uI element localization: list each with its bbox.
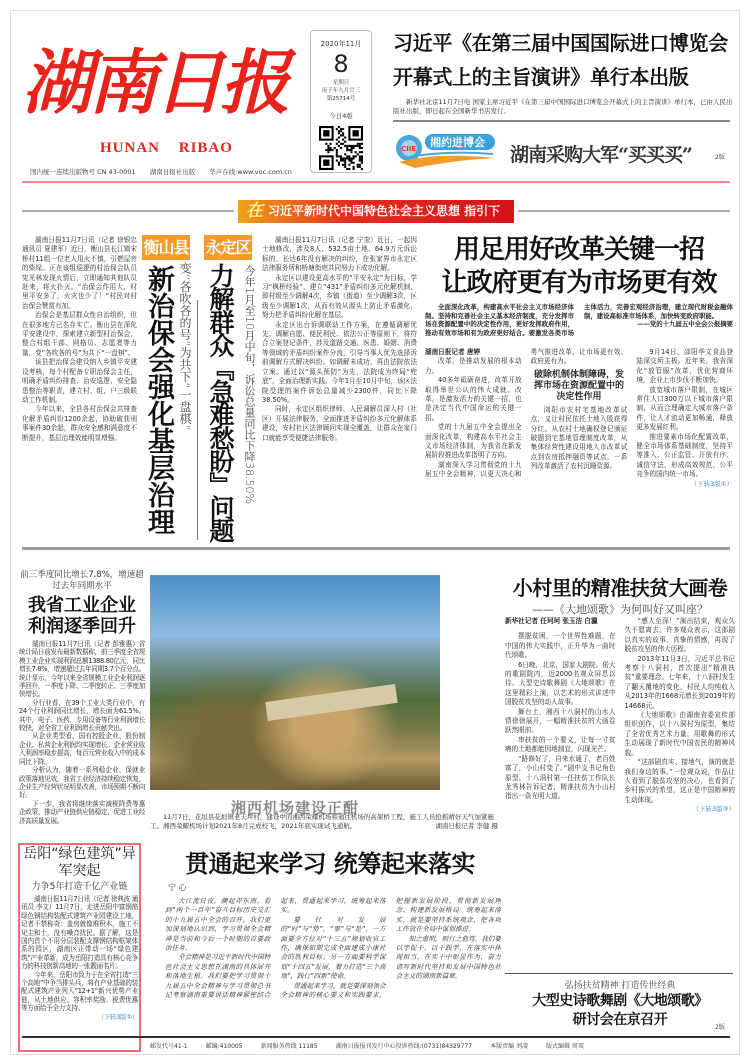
- qr-module: [355, 145, 357, 147]
- yongding-subhead: 今年1月至10月中旬，诉讼总量同比下降38.50%: [243, 265, 256, 504]
- qr-module: [342, 134, 344, 136]
- qr-module: [342, 143, 344, 145]
- paragraph: 湖南日报11月7日讯（记者 彭雅惠）省统计局日前发布最新数据称，前三季度全省规模工业企业实现利润总额1388.80亿元，同比增长7.8%，增速超过去年同期3.7个百分点。统计显示，今年以来全省规模工业企业利润逐季回升，一季度下降、二季度转正、三季度加快增长。: [19, 640, 145, 699]
- paragraph: 该县把治保会建设纳入乡镇平安建设考核，每个村配备专职治保会主任，明确矛盾纠纷排查、治安巡逻、安全隐患整治等职责，建立村、组、户三级联动工作机制。: [22, 358, 137, 404]
- qr-module: [344, 162, 346, 164]
- yongding-tag: 永定区: [204, 235, 252, 260]
- qr-module: [350, 149, 352, 151]
- industry-kicker: 前三季度同比增长7.8%，增速超过去年同期水平: [20, 570, 144, 591]
- paragraph: 6日晚，北京，国家大剧院。偌大的歌剧院内，近2000名观众屏息以待。大型史诗歌舞剧《大地颂歌》在这里精彩上演，以艺术的形式讲述中国脱贫攻坚的动人故事。: [505, 660, 616, 707]
- banner-rule-left: [22, 210, 234, 212]
- qr-module: [340, 147, 342, 149]
- qr-module: [329, 147, 331, 149]
- paragraph: 分析认为，随着一系列稳企业、保就业政策落地见效，我省工业经济持续稳定恢复，企业生产经营状况明显改善，市场预期不断向好。: [19, 766, 145, 800]
- qr-code-icon[interactable]: [319, 126, 363, 170]
- paragraph: 分行业看，在39个工业大类行业中，有24个行业利润同比增长，增长面为61.5%。其中，电子、医药、专用设备等行业利润增长较快，对全省工业利润增长贡献突出。: [19, 698, 145, 733]
- qr-module: [357, 166, 359, 168]
- photo-title: 湘西机场建设正酣: [230, 799, 359, 817]
- qr-module: [353, 155, 355, 157]
- paragraph: 湖南日报11月7日讯（记者 徐银忠 通讯员 夏建军）近日，衡山县长江镇宋桥村11组一位老人用火不慎，引燃屋旁的柴垛。正在该组巡逻的村治保会队员宪光林发现火情后，立即通知其他队员赶来，将火扑灭。“治保会作用大，村里平安多了，火灾也少了！”村民对村治保会赞赏有加。: [22, 236, 137, 310]
- photo-caption: [150, 813, 498, 831]
- qr-module: [350, 162, 352, 164]
- runway: [265, 684, 397, 721]
- qr-module: [340, 157, 342, 159]
- issue-number: 第25714号: [326, 96, 356, 102]
- website[interactable]: 华声在线:www.voc.com.cn: [209, 168, 292, 176]
- qr-module: [344, 153, 346, 155]
- qr-module: [336, 149, 338, 151]
- qr-module: [336, 143, 338, 145]
- qr-module: [346, 147, 348, 149]
- qr-module: [346, 155, 348, 157]
- banner-mark: 在: [246, 201, 263, 221]
- qr-module: [344, 157, 346, 159]
- divider: [197, 300, 198, 540]
- qr-module: [348, 149, 350, 151]
- qr-module: [336, 139, 338, 141]
- masthead-rule: [22, 181, 730, 183]
- airport-construction-photo[interactable]: [150, 575, 440, 790]
- yueyang-headline[interactable]: 岳阳“绿色建筑”异军突起: [23, 846, 136, 879]
- qr-module: [342, 128, 344, 130]
- lunar-date: 庚子年九月廿三: [321, 88, 361, 94]
- opera-headline-line1: 大型史诗歌舞剧《大地颂歌》: [532, 993, 708, 1009]
- hengshan-subhead: 变“各吹各的号”为共下“一盘棋”: [178, 262, 192, 431]
- byline: 湖南日报记者 唐婷: [425, 348, 481, 356]
- service-hotline: 新闻服务热线 11185: [260, 1043, 318, 1050]
- paragraph: 湖南日报11月7日讯（记者 徐典波 通讯员 李文）11月7日，走进岳阳中富钢筋绿色钢结构装配式建筑产业园建设工地，记者不禁称奇：盖房就像堆积木，施工不见尘和土，没有噪音扰民。据了解，这是国内首个不用分层装配支撑钢结构框架体系的园区，湖南区正带动一场“绿色建筑”产业革新，成为岳阳打造具有核心竞争力的科技创新高地的一张靓丽名片。: [21, 895, 138, 971]
- qr-module: [344, 141, 346, 143]
- industry-body: [19, 640, 145, 840]
- paragraph: 永定区以建设更高水平的“平安永定”为目标，学习“枫桥经验”，建立“431”矛盾纠纷多元化解机制，即村级至少调解4次，乡镇（街道）至少调解3次，区级至少调解1次，从而有效从源头上防止矛盾激化，努力把矛盾纠纷化解在基层。: [262, 273, 417, 320]
- section-rule: [22, 547, 730, 550]
- qr-module: [338, 164, 340, 166]
- date-day: 8: [333, 50, 349, 78]
- qr-module: [338, 136, 340, 138]
- industry-headline[interactable]: 我省工业企业利润逐季回升: [28, 595, 136, 637]
- qr-module: [353, 147, 355, 149]
- qr-module: [353, 162, 355, 164]
- paragraph: “感人至深！”演出结束，观众久久不愿离去。许多观众表示，这部剧以真实的故事、真挚的情感，再现了脱贫攻坚的伟大历程。: [624, 617, 735, 654]
- layout-editor: 版式编辑 周双: [546, 1043, 584, 1050]
- publisher: 湖南日报社出版: [149, 168, 196, 176]
- qr-module: [336, 153, 338, 155]
- qr-module: [357, 153, 359, 155]
- quote-source: ——党的十九届五中全会公报摘要: [637, 320, 733, 329]
- paragraph: “这部剧真实、接地气，演的就是我们身边的事。”一位观众说，作品让人看到了脱贫攻坚的决心，也看到了乡村振兴的希望，这正是中国精神的生动体现。: [624, 758, 735, 804]
- ciie-logo-icon: [395, 128, 505, 170]
- qr-module: [329, 149, 331, 151]
- reform-quote: [425, 303, 733, 345]
- qr-module: [336, 160, 338, 162]
- paragraph: 大江流日夜，潮起弄东南。看到“两个一百年”奋斗目标历史交汇的十九届五中全会的召开，我们更加深刻地认识到，学习贯彻全会精神是当前和今后一个时期的首要政治任务。: [165, 897, 271, 953]
- qr-module: [327, 149, 329, 151]
- reform-body: [425, 348, 733, 540]
- hengshan-headline[interactable]: 新治保会强化基层治理: [143, 265, 174, 535]
- qr-module: [338, 132, 340, 134]
- opera-headline[interactable]: [505, 992, 735, 1030]
- date-box: [310, 30, 372, 173]
- yueyang-subhead: 力争5年打造千亿产业链: [31, 882, 128, 892]
- qr-module: [340, 128, 342, 130]
- qr-module: [361, 168, 363, 170]
- caption-text: 11月7日，花垣县花垣镇老天坪村，建设中的湘西荣耀机场和通往机场的高架桥工程，施工人员抢抓晴好天气加紧施工。湘西荣耀机场计划2021年8月完成校飞，2021年底实现试飞通航。: [150, 813, 494, 830]
- qr-module: [344, 145, 346, 147]
- qr-module: [353, 166, 355, 168]
- qr-module: [344, 136, 346, 138]
- qr-module: [348, 155, 350, 157]
- paragraph: 下一步，我省将继续落实减税降费等惠企政策，推动产业链供应链稳定，促进工业经济高质量发展。: [19, 799, 145, 825]
- qr-module: [353, 157, 355, 159]
- qr-module: [361, 160, 363, 162]
- qr-module: [332, 149, 334, 151]
- paragraph: 要针对发展的“时”与“势”，“事”与“是”，一方面要全方位对“十三五”规划收官工作，确保如期完成全面建成小康社会的胜利目标；另一方面要科学谋划“十四五”发展，着力打造“三个高地”，践行“四新”使命。: [280, 915, 386, 981]
- qr-module: [329, 143, 331, 145]
- qr-module: [359, 160, 361, 162]
- qr-module: [342, 132, 344, 134]
- qr-module: [346, 157, 348, 159]
- postal-code-number: 邮发代号41-1: [150, 1043, 188, 1050]
- qr-module: [338, 141, 340, 143]
- masthead-logo: 湖南日报: [22, 41, 286, 124]
- qr-module: [338, 130, 340, 132]
- qr-module: [357, 145, 359, 147]
- paragraph: 9月14日，邵阳华文食品登陆深交所主板。近年来，我省深化“放管服”改革，优化营商环境，企业上市步伐不断加快。: [636, 348, 733, 385]
- subheading: 破除机制体制障碍，发挥市场在资源配置中的决定性作用: [533, 369, 624, 402]
- qr-module: [325, 149, 327, 151]
- qr-finder: [323, 160, 329, 166]
- qr-module: [340, 160, 342, 162]
- qr-module: [348, 168, 350, 170]
- qr-finder: [353, 130, 359, 136]
- qr-module: [344, 160, 346, 162]
- qr-module: [355, 151, 357, 153]
- qr-module: [346, 149, 348, 151]
- ciie-slogan[interactable]: 湖南采购大军“买买买”: [510, 144, 692, 166]
- qr-module: [336, 128, 338, 130]
- paragraph: “路修好了，自来水通了，老百姓富了，小山村变了。”剧中支书记角色原型，十八洞村第一任扶贫工作队长龙秀林告诉记者，精准扶贫为小山村指出一条光明大道。: [505, 754, 616, 801]
- qr-module: [338, 155, 340, 157]
- yongding-body: [262, 236, 417, 542]
- qr-module: [359, 157, 361, 159]
- qr-module: [359, 151, 361, 153]
- qr-module: [361, 143, 363, 145]
- qr-finder: [323, 130, 329, 136]
- qr-module: [342, 164, 344, 166]
- qr-module: [361, 155, 363, 157]
- divider: [505, 973, 733, 974]
- qr-module: [340, 134, 342, 136]
- top-headline-line1: 习近平《在第三届中国国际进口博览会: [393, 31, 728, 55]
- jump-link[interactable]: （下转3版③）: [692, 805, 735, 814]
- qr-module: [344, 166, 346, 168]
- qr-module: [348, 160, 350, 162]
- qr-module: [359, 164, 361, 166]
- qr-module: [353, 145, 355, 147]
- paragraph: 串扶贫的一个要义，让每一寸贫瘠的土地都能因地制宜，闪现光芒。: [505, 735, 616, 754]
- top-lead: 新华社北京11月7日电 国家主席习近平《在第三届中国国际进口博览会开幕式上的主旨演讲》单行本，已由人民出版社出版，即日起在全国新华书店发行。: [393, 98, 733, 115]
- paragraph: 党的十九届五中全会提出全面深化改革，构建高水平社会主义市场经济体制，为我省在新发展阶段推进改革指明了方向。: [425, 423, 522, 460]
- paragraph: 舞台上，湘西十八洞村的山水人情徐徐展开，一幅精准扶贫的大画卷跃然眼前。: [505, 707, 616, 735]
- qr-module: [359, 155, 361, 157]
- yongding-headline[interactable]: 力解群众『急难愁盼』问题: [206, 263, 235, 542]
- qr-module: [357, 164, 359, 166]
- qr-module: [327, 145, 329, 147]
- paragraph: 推进要素市场化配置改革，健全市场体系基础制度，坚持平等准入、公正监管、开放有序、诚信守法，形成高效规范、公平竞争的国内统一市场。: [636, 432, 733, 479]
- qr-module: [327, 147, 329, 149]
- qr-module: [361, 162, 363, 164]
- photo-credit: 湖南日报记者 李健 摄: [435, 822, 498, 830]
- top-headline-line2: 开幕式上的主旨演讲》单行本出版: [393, 65, 689, 89]
- study-headline[interactable]: 贯通起来学习 统筹起来落实: [185, 849, 475, 878]
- jump-link[interactable]: （下转3版①）: [690, 479, 733, 488]
- paragraph: 贯通起来学习，就是要深刻领会全会精神的核心要义和实践要求，把握新发展阶段、贯彻新发展理念、构建新发展格局。统筹起来落实，就是要坚持系统观念，把各项工作放在全局中谋划推进。: [280, 897, 501, 1000]
- divider: [393, 120, 730, 122]
- opera-headline-line2: 研讨会在京召开: [572, 1012, 668, 1028]
- reform-headline[interactable]: [425, 234, 733, 300]
- qr-module: [334, 147, 336, 149]
- masthead-pinyin: HUNAN RIBAO: [100, 140, 233, 156]
- qr-module: [361, 151, 363, 153]
- byline: 新华社记者 任珂珂 张玉洁 白瀛: [505, 617, 598, 625]
- page-ref[interactable]: 2版: [715, 1024, 725, 1031]
- reform-headline-line2: 让政府更有为市场更有效: [441, 268, 717, 298]
- qr-module: [350, 160, 352, 162]
- qr-module: [338, 162, 340, 164]
- paragraph: 今年来，岳阳市致力于在全省打造“三个高地”中争当排头兵，将有产业基础的装配式建筑产业列入“12+1”新兴优势产业链，从土地供应、容积率奖励、税费优惠等方面给予全力支持。: [21, 970, 138, 1013]
- paragraph: 从企业类型看，国有控股企业、股份制企业、私营企业利润均实现增长。企业营业收入利润率稳步提高，每百元营业收入中的成本同比下降。: [19, 732, 145, 766]
- qr-module: [336, 155, 338, 157]
- qr-module: [348, 164, 350, 166]
- weekday: 星期日: [332, 80, 350, 86]
- qr-module: [344, 164, 346, 166]
- reform-headline-line1: 用足用好改革关键一招: [453, 235, 704, 265]
- qr-module: [342, 160, 344, 162]
- paragraph: 同时，永定区组织律师、人民调解员深入村（社区）开展法律服务，全面推进矛盾纠纷多元化解体系建设，安村社区法律顾问实现全覆盖，让群众在家门口就能享受便捷法律服务。: [262, 405, 417, 442]
- hengshan-tag: 衡山县: [142, 235, 190, 260]
- paragraph: 40多年砥砺奋进，改革开放取得举世公认的伟大成就。改革，是激发活力的关键一招，也是决定当代中国命运的关键一招。: [425, 376, 522, 422]
- theme-banner: [238, 200, 514, 223]
- qr-module: [361, 147, 363, 149]
- complaint-hotline: 湖南日报报刊发行中心投诉热线:(0731)84329777: [335, 1043, 473, 1050]
- qr-module: [346, 168, 348, 170]
- qr-module: [353, 168, 355, 170]
- date-year-month: 2020年11月: [320, 40, 362, 48]
- poverty-subhead: ——《大地颂歌》为何叫好又叫座？: [532, 603, 708, 616]
- qr-module: [350, 151, 352, 153]
- qr-module: [327, 151, 329, 153]
- quote-text: 全面深化改革，构建高水平社会主义市场经济体制。坚持和完善社会主义基本经济制度，充分发挥市场在资源配置中的决定性作用，更好发挥政府作用，推动有效市场和有为政府更好结合。要激发各类市场主体活力，完善宏观经济治理，建立现代财税金融体制，建设高标准市场体系，加快转变政府职能。: [425, 303, 733, 337]
- paragraph: 湖南日报11月7日讯（记者 宁奎）近日，一起因土地修改，涉及8人、532.5亩土地、64.9万元诉讼标的、长达6年没有解决的纠纷，在张家界市永定区法律服务所和桥塘街庭共同努力下成功化解。: [262, 236, 417, 273]
- footer-rule: [22, 1036, 730, 1038]
- hengshan-body: [22, 236, 137, 542]
- paragraph: 浏阳市农村宅基地改革试点，又让村民依托土地入股获得分红。从农村土地确权登记颁证破题到宅基地管理制度改革，从集体经营性建设用地入市改革试点到农房抵押融资等试点，一系列改革激活了农村沉睡资源。: [530, 405, 628, 471]
- paragraph: 放宽城市落户限制，在城区常住人口300万以下城市落户限制，从而合理确定大城市落户条件，让人才流动更加畅通，释放更多发展红利。: [636, 385, 733, 432]
- top-headline[interactable]: [393, 26, 733, 94]
- qr-module: [325, 143, 327, 145]
- publication-info: [30, 167, 292, 176]
- qr-module: [348, 157, 350, 159]
- cn-number: 国内统一连续出版物号 CN 43-0001: [30, 168, 136, 176]
- footer: [150, 1041, 584, 1050]
- qr-module: [336, 151, 338, 153]
- qr-module: [350, 157, 352, 159]
- paragraph: 永定区出台诉调联动工作方案，在遵循调解优先、调解自愿、便民利民、依法公正等原则下，将符合立案登记条件，涉及道路交通、医患、婚姻、消费等领域的矛盾纠纷案件分流，引导当事人优先选择诉前调解方式解决纠纷。如调解未成功，再由法院依法立案。通过以“源头预防”为先，法院成为终局“兜底”，全面治理新实践。今年1月至10月中旬，该区法院受理的案件诉讼总量减少2300件，同比下降38.50%。: [262, 320, 417, 404]
- qr-module: [359, 145, 361, 147]
- page-editor: 本版责编 刘凌: [490, 1043, 528, 1050]
- qr-module: [340, 130, 342, 132]
- qr-module: [350, 147, 352, 149]
- qr-module: [355, 155, 357, 157]
- poverty-headline[interactable]: 小村里的精准扶贫大画卷: [512, 576, 728, 600]
- qr-module: [359, 147, 361, 149]
- jump-link[interactable]: （下转3版②）: [97, 1012, 138, 1021]
- qr-module: [338, 126, 340, 128]
- paragraph: 改革，是推动发展的根本动力。: [425, 357, 522, 375]
- ciie-brand: 湘约进博会: [430, 136, 485, 149]
- qr-module: [350, 145, 352, 147]
- qr-module: [342, 157, 344, 159]
- qr-module: [346, 145, 348, 147]
- qr-module: [359, 166, 361, 168]
- qr-module: [338, 145, 340, 147]
- qr-module: [340, 155, 342, 157]
- paragraph: 知之愈明，则行之愈笃。我们要以学促干、以干践学，在落实中体现担当，在实干中彰显作为，奋力谱写新时代坚持和发展中国特色社会主义的湖南新篇章。: [395, 934, 501, 981]
- qr-module: [361, 157, 363, 159]
- ciie-mark: CIIE: [401, 145, 417, 153]
- paragraph: 2013年11月3日，习近平总书记考察十八洞村，首次提出“精准扶贫”重要理念。七年来，十八洞村发生了翻天覆地的变化，村民人均纯收入从2013年的1668元增长到2019年的14668元。: [624, 654, 735, 710]
- paragraph: 《大地颂歌》由湖南省委宣传部组织创作，以十八洞村为原型，集结了全省优秀艺术力量，用歌舞的形式生动展现了新时代中国农民的精神风貌。: [624, 711, 735, 757]
- poverty-body: [505, 617, 735, 967]
- paragraph: 今年以来，全县各村治保会共排查化解矛盾纠纷1200余起，协助破获刑事案件30余起，群众安全感和满意度不断提升，基层治理效能明显增强。: [22, 405, 137, 442]
- study-author: 宁 心: [168, 883, 187, 892]
- banner-rule-right: [518, 210, 730, 212]
- paragraph: 治保会是基层群众性自治组织，但在很多地方已名存实亡。衡山县在深化平安建设中，探索建立新型村治保会，整合村组干部、网格员、志愿者等力量，变“各吹各的号”为共下“一盘棋”。: [22, 311, 137, 357]
- qr-module: [342, 139, 344, 141]
- page-ref[interactable]: 2版: [715, 154, 725, 161]
- qr-module: [359, 143, 361, 145]
- zip-code: 邮编:410005: [205, 1043, 243, 1050]
- study-body: [165, 897, 501, 1033]
- qr-module: [340, 143, 342, 145]
- banner-text: 习近平新时代中国特色社会主义思想 指引下: [268, 204, 501, 218]
- page-count: 今日4版: [329, 112, 353, 120]
- paragraph: 摆脱贫困，一个世界性难题，在中国的伟大实践中，正升华为一曲时代颂歌。: [505, 632, 616, 660]
- yueyang-body: [21, 895, 138, 1049]
- paragraph: 湖南深入学习贯彻党的十九届五中全会精神，以更大决心和勇气推进改革，让市场更有效、政府更有为。: [425, 348, 628, 479]
- paragraph: 全会精神是习近平新时代中国特色社会主义思想在湖南的具体展开和落地生根。我们要把学习贯彻十九届五中全会精神与学习贯彻总书记考察湖南重要讲话精神紧密结合起来，贯通起来学习，统筹起来落实。: [165, 897, 386, 1000]
- qr-module: [357, 143, 359, 145]
- qr-module: [348, 145, 350, 147]
- opera-kicker: 弘扬扶贫精神 打造传世经典: [564, 981, 676, 991]
